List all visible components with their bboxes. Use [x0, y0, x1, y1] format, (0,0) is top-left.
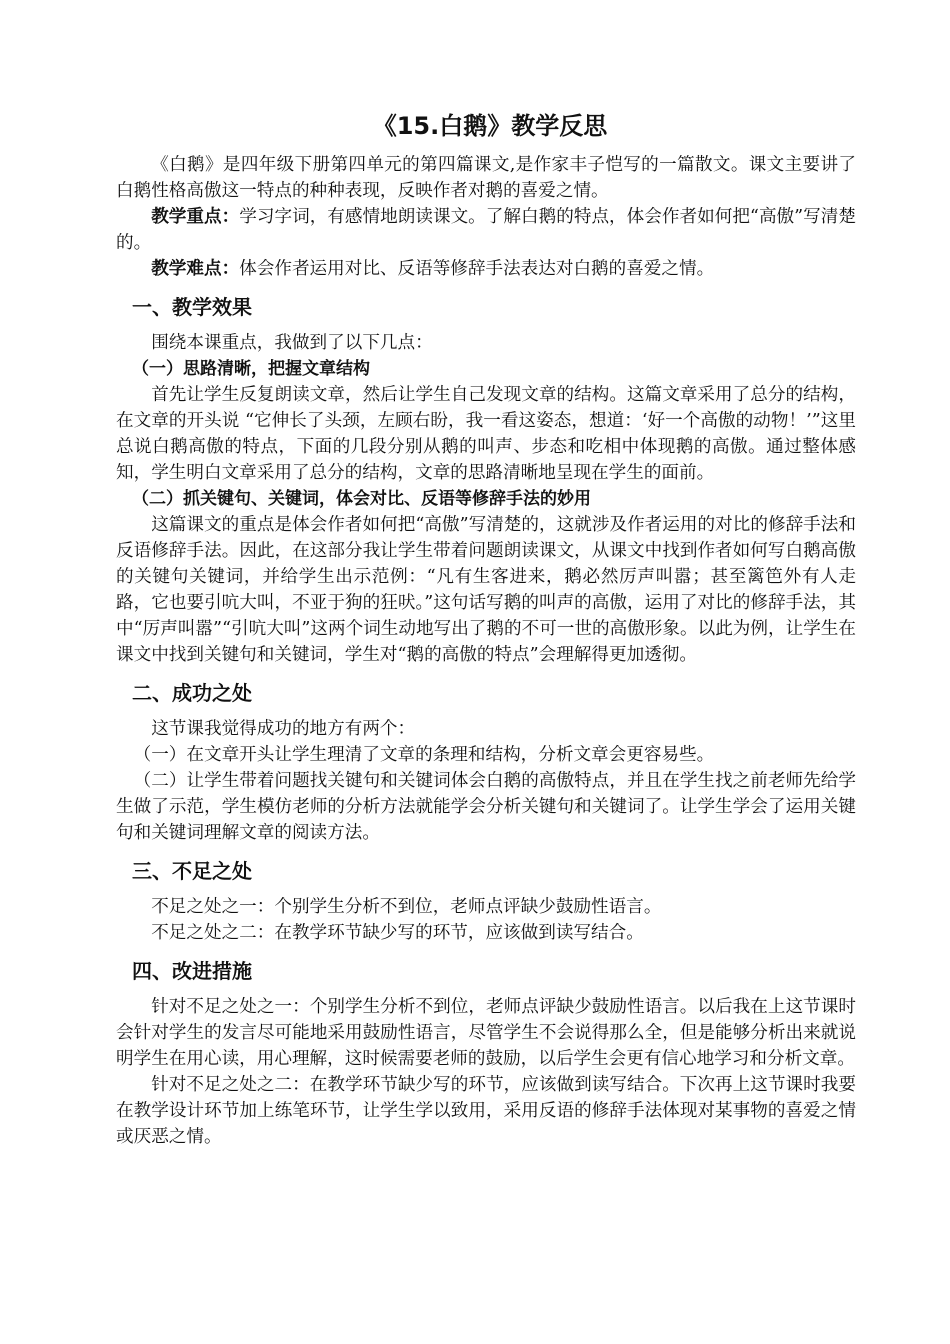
section3-item2: 不足之处之二：在教学环节缺少写的环节，应该做到读写结合。 — [151, 923, 644, 943]
section1-sub2-heading: （二）抓关键句、关键词，体会对比、反语等修辞手法的妙用 — [132, 489, 591, 509]
section1-heading: 一、教学效果 — [132, 295, 252, 319]
section3-item1: 不足之处之一：个别学生分析不到位，老师点评缺少鼓励性语言。 — [151, 897, 662, 917]
intro-paragraph: 《白鹅》是四年级下册第四单元的第四篇课文,是作家丰子恺写的一篇散文。课文主要讲了白鹅性格高傲这一特点的种种表现，反映作者对鹅的喜爱之情。 — [116, 155, 856, 201]
key-point-label: 教学重点： — [151, 207, 240, 227]
section1-sub1-heading: （一）思路清晰，把握文章结构 — [132, 359, 370, 379]
key-point-text: 学习字词，有感情地朗读课文。了解白鹅的特点，体会作者如何把“高傲”写清楚的。 — [116, 207, 856, 253]
section1-intro: 围绕本课重点，我做到了以下几点： — [151, 333, 433, 353]
section1-sub2-text: 这篇课文的重点是体会作者如何把“高傲”写清楚的，这就涉及作者运用的对比的修辞手法和反语修辞手法。因此，在这部分我让学生带着问题朗读课文，从课文中找到作者如何写白鹅高傲的关键句关键词，并给学生出示范例：“凡有生客进来，鹅必然厉声叫嚣；甚至篱笆外有人走路，它也要引吭大叫，不亚于狗的狂吠。”这句话写鹅的叫声的高傲，运用了对比的修辞手法，其中“厉声叫嚣”“引吭大叫”这两个词生动地写出了鹅的不可一世的高傲形象。以此为例，让学生在课文中找到关键句和关键词，学生对“鹅的高傲的特点”会理解得更加透彻。 — [116, 515, 856, 665]
difficulty-text: 体会作者运用对比、反语等修辞手法表达对白鹅的喜爱之情。 — [239, 259, 715, 279]
difficulty-paragraph — [116, 256, 856, 282]
section2-heading: 二、成功之处 — [132, 681, 252, 705]
section1-sub1-text: 首先让学生反复朗读文章，然后让学生自己发现文章的结构。这篇文章采用了总分的结构，在文章的开头说 “它伸长了头颈，左顾右盼，我一看这姿态，想道：‘好一个高傲的动物！’”这里总说白鹅高傲的特点，下面的几段分别从鹅的叫声、步态和吃相中体现鹅的高傲。通过整体感知，学生明白文章采用了总分的结构，文章的思路清晰地呈现在学生的面前。 — [116, 385, 856, 483]
section2-item2: （二）让学生带着问题找关键句和关键词体会白鹅的高傲特点，并且在学生找之前老师先给学生做了示范，学生模仿老师的分析方法就能学会分析关键句和关键词了。让学生学会了运用关键句和关键词理解文章的阅读方法。 — [116, 771, 856, 843]
key-point-paragraph — [116, 204, 856, 256]
section2-item1: （一）在文章开头让学生理清了文章的条理和结构，分析文章会更容易些。 — [133, 745, 715, 765]
section4-heading: 四、改进措施 — [132, 959, 252, 983]
difficulty-label: 教学难点： — [151, 259, 240, 279]
section2-intro: 这节课我觉得成功的地方有两个： — [151, 719, 416, 739]
section4-para2: 针对不足之处之二：在教学环节缺少写的环节，应该做到读写结合。下次再上这节课时我要在教学设计环节加上练笔环节，让学生学以致用，采用反语的修辞手法体现对某事物的喜爱之情或厌恶之情。 — [116, 1075, 856, 1147]
section4-para1: 针对不足之处之一：个别学生分析不到位，老师点评缺少鼓励性语言。以后我在上这节课时会针对学生的发言尽可能地采用鼓励性语言，尽管学生不会说得那么全，但是能够分析出来就说明学生在用心读，用心理解，这时候需要老师的鼓励，以后学生会更有信心地学习和分析文章。 — [116, 997, 856, 1069]
document-title: 《15.白鹅》教学反思 — [372, 112, 608, 140]
document-page — [116, 108, 856, 1150]
section3-heading: 三、不足之处 — [132, 859, 252, 883]
